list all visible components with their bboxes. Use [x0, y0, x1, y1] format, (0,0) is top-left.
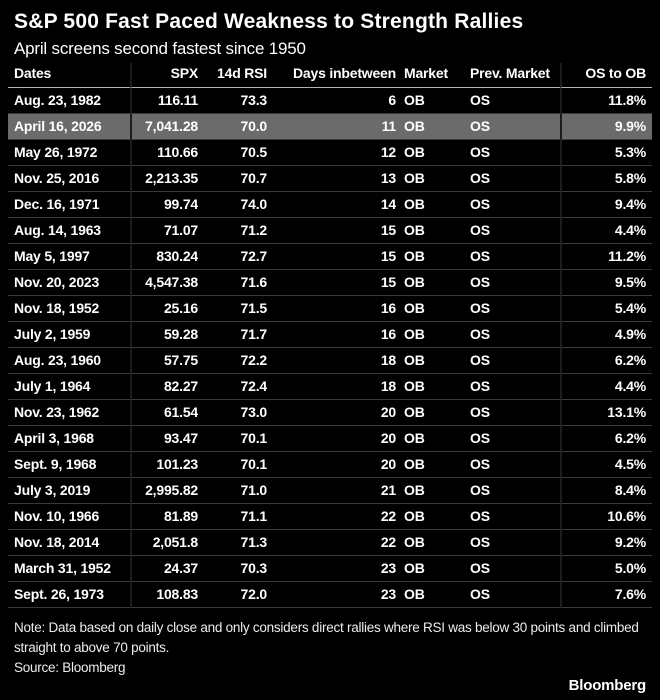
- cell-market: OB: [396, 296, 462, 322]
- cell-days: 6: [267, 88, 396, 114]
- cell-market: OB: [396, 114, 462, 140]
- cell-market: OB: [396, 322, 462, 348]
- cell-date: April 16, 2026: [8, 114, 130, 140]
- cell-prev-market: OS: [462, 140, 560, 166]
- cell-market: OB: [396, 582, 462, 608]
- cell-prev-market: OS: [462, 426, 560, 452]
- cell-market: OB: [396, 452, 462, 478]
- cell-rsi: 72.2: [198, 348, 267, 374]
- table-row: [8, 348, 652, 374]
- cell-market: OB: [396, 426, 462, 452]
- cell-os-to-ob: 5.3%: [560, 140, 652, 166]
- column-header-prev-market: Prev. Market: [462, 63, 560, 88]
- cell-days: 22: [267, 504, 396, 530]
- cell-prev-market: OS: [462, 582, 560, 608]
- column-header-dates: Dates: [8, 63, 130, 88]
- cell-market: OB: [396, 504, 462, 530]
- cell-os-to-ob: 7.6%: [560, 582, 652, 608]
- cell-date: Nov. 20, 2023: [8, 270, 130, 296]
- cell-spx: 101.23: [130, 452, 198, 478]
- cell-market: OB: [396, 400, 462, 426]
- cell-date: Nov. 18, 2014: [8, 530, 130, 556]
- cell-os-to-ob: 5.8%: [560, 166, 652, 192]
- table-row: [8, 140, 652, 166]
- table-row: [8, 244, 652, 270]
- table-row: [8, 504, 652, 530]
- cell-rsi: 70.5: [198, 140, 267, 166]
- table-row: [8, 114, 652, 140]
- cell-os-to-ob: 10.6%: [560, 504, 652, 530]
- cell-rsi: 71.2: [198, 218, 267, 244]
- cell-spx: 61.54: [130, 400, 198, 426]
- cell-os-to-ob: 9.9%: [560, 114, 652, 140]
- cell-prev-market: OS: [462, 478, 560, 504]
- cell-os-to-ob: 11.8%: [560, 88, 652, 114]
- cell-os-to-ob: 9.5%: [560, 270, 652, 296]
- table-row: [8, 556, 652, 582]
- cell-os-to-ob: 6.2%: [560, 426, 652, 452]
- page-subtitle: April screens second fastest since 1950: [14, 39, 306, 58]
- cell-spx: 7,041.28: [130, 114, 198, 140]
- cell-market: OB: [396, 348, 462, 374]
- cell-date: May 26, 1972: [8, 140, 130, 166]
- cell-os-to-ob: 6.2%: [560, 348, 652, 374]
- cell-os-to-ob: 13.1%: [560, 400, 652, 426]
- cell-spx: 2,995.82: [130, 478, 198, 504]
- table-row: [8, 478, 652, 504]
- table-row: [8, 166, 652, 192]
- cell-days: 18: [267, 374, 396, 400]
- cell-days: 22: [267, 530, 396, 556]
- cell-date: Nov. 18, 1952: [8, 296, 130, 322]
- cell-market: OB: [396, 556, 462, 582]
- header-row: [8, 63, 652, 88]
- cell-spx: 81.89: [130, 504, 198, 530]
- cell-rsi: 71.0: [198, 478, 267, 504]
- cell-spx: 71.07: [130, 218, 198, 244]
- cell-os-to-ob: 5.0%: [560, 556, 652, 582]
- cell-market: OB: [396, 166, 462, 192]
- column-header-rsi: 14d RSI: [198, 63, 267, 88]
- cell-prev-market: OS: [462, 88, 560, 114]
- cell-market: OB: [396, 244, 462, 270]
- cell-rsi: 70.7: [198, 166, 267, 192]
- cell-market: OB: [396, 88, 462, 114]
- cell-date: Aug. 14, 1963: [8, 218, 130, 244]
- cell-prev-market: OS: [462, 114, 560, 140]
- cell-spx: 2,213.35: [130, 166, 198, 192]
- cell-rsi: 72.4: [198, 374, 267, 400]
- table-row: [8, 192, 652, 218]
- cell-os-to-ob: 8.4%: [560, 478, 652, 504]
- cell-date: Nov. 25, 2016: [8, 166, 130, 192]
- table-row: [8, 270, 652, 296]
- cell-days: 11: [267, 114, 396, 140]
- cell-days: 15: [267, 244, 396, 270]
- cell-date: Nov. 10, 1966: [8, 504, 130, 530]
- cell-os-to-ob: 11.2%: [560, 244, 652, 270]
- cell-date: Aug. 23, 1982: [8, 88, 130, 114]
- cell-days: 16: [267, 296, 396, 322]
- cell-date: Aug. 23, 1960: [8, 348, 130, 374]
- cell-date: April 3, 1968: [8, 426, 130, 452]
- cell-spx: 830.24: [130, 244, 198, 270]
- cell-spx: 108.83: [130, 582, 198, 608]
- cell-os-to-ob: 9.4%: [560, 192, 652, 218]
- cell-rsi: 73.3: [198, 88, 267, 114]
- cell-days: 21: [267, 478, 396, 504]
- cell-rsi: 71.3: [198, 530, 267, 556]
- cell-spx: 93.47: [130, 426, 198, 452]
- table-body: [8, 88, 652, 608]
- cell-days: 20: [267, 400, 396, 426]
- table-row: [8, 452, 652, 478]
- cell-rsi: 71.7: [198, 322, 267, 348]
- cell-market: OB: [396, 140, 462, 166]
- cell-market: OB: [396, 218, 462, 244]
- cell-prev-market: OS: [462, 270, 560, 296]
- cell-date: March 31, 1952: [8, 556, 130, 582]
- page-title: S&P 500 Fast Paced Weakness to Strength Rallies: [14, 10, 524, 33]
- cell-rsi: 70.3: [198, 556, 267, 582]
- cell-os-to-ob: 4.5%: [560, 452, 652, 478]
- cell-market: OB: [396, 270, 462, 296]
- cell-rsi: 72.0: [198, 582, 267, 608]
- table-row: [8, 374, 652, 400]
- cell-spx: 57.75: [130, 348, 198, 374]
- cell-prev-market: OS: [462, 400, 560, 426]
- cell-date: Nov. 23, 1962: [8, 400, 130, 426]
- cell-prev-market: OS: [462, 530, 560, 556]
- table-row: [8, 218, 652, 244]
- cell-os-to-ob: 9.2%: [560, 530, 652, 556]
- column-header-os-to-ob: OS to OB: [560, 63, 652, 88]
- cell-rsi: 71.1: [198, 504, 267, 530]
- cell-market: OB: [396, 374, 462, 400]
- cell-days: 23: [267, 582, 396, 608]
- cell-date: May 5, 1997: [8, 244, 130, 270]
- cell-spx: 4,547.38: [130, 270, 198, 296]
- table-row: [8, 88, 652, 114]
- cell-date: July 3, 2019: [8, 478, 130, 504]
- cell-spx: 2,051.8: [130, 530, 198, 556]
- cell-market: OB: [396, 530, 462, 556]
- cell-rsi: 72.7: [198, 244, 267, 270]
- cell-date: Sept. 26, 1973: [8, 582, 130, 608]
- cell-rsi: 74.0: [198, 192, 267, 218]
- cell-days: 12: [267, 140, 396, 166]
- cell-rsi: 73.0: [198, 400, 267, 426]
- cell-rsi: 71.6: [198, 270, 267, 296]
- cell-days: 15: [267, 218, 396, 244]
- cell-date: July 2, 1959: [8, 322, 130, 348]
- cell-days: 20: [267, 452, 396, 478]
- cell-rsi: 70.1: [198, 452, 267, 478]
- cell-date: July 1, 1964: [8, 374, 130, 400]
- cell-spx: 82.27: [130, 374, 198, 400]
- column-header-spx: SPX: [130, 63, 198, 88]
- footnote: Note: Data based on daily close and only considers direct rallies where RSI was below 30 points and climbed straight to above 70 points.: [14, 620, 639, 655]
- source-line: Source: Bloomberg: [14, 660, 126, 675]
- cell-os-to-ob: 5.4%: [560, 296, 652, 322]
- table-row: [8, 582, 652, 608]
- cell-rsi: 70.1: [198, 426, 267, 452]
- cell-prev-market: OS: [462, 322, 560, 348]
- cell-os-to-ob: 4.4%: [560, 374, 652, 400]
- bloomberg-logo: Bloomberg: [568, 677, 646, 694]
- table-row: [8, 400, 652, 426]
- cell-spx: 59.28: [130, 322, 198, 348]
- cell-prev-market: OS: [462, 452, 560, 478]
- cell-days: 23: [267, 556, 396, 582]
- cell-prev-market: OS: [462, 374, 560, 400]
- cell-days: 13: [267, 166, 396, 192]
- cell-prev-market: OS: [462, 244, 560, 270]
- cell-days: 20: [267, 426, 396, 452]
- cell-prev-market: OS: [462, 296, 560, 322]
- table-row: [8, 296, 652, 322]
- cell-rsi: 71.5: [198, 296, 267, 322]
- cell-spx: 99.74: [130, 192, 198, 218]
- cell-prev-market: OS: [462, 166, 560, 192]
- cell-market: OB: [396, 478, 462, 504]
- cell-os-to-ob: 4.9%: [560, 322, 652, 348]
- cell-market: OB: [396, 192, 462, 218]
- cell-prev-market: OS: [462, 218, 560, 244]
- cell-prev-market: OS: [462, 504, 560, 530]
- cell-prev-market: OS: [462, 348, 560, 374]
- column-header-days: Days inbetween: [267, 63, 396, 88]
- table-row: [8, 322, 652, 348]
- column-header-market: Market: [396, 63, 462, 88]
- table-row: [8, 426, 652, 452]
- data-table: [8, 63, 652, 608]
- cell-spx: 25.16: [130, 296, 198, 322]
- cell-days: 15: [267, 270, 396, 296]
- cell-prev-market: OS: [462, 192, 560, 218]
- cell-days: 18: [267, 348, 396, 374]
- cell-days: 16: [267, 322, 396, 348]
- cell-spx: 110.66: [130, 140, 198, 166]
- cell-spx: 24.37: [130, 556, 198, 582]
- cell-spx: 116.11: [130, 88, 198, 114]
- cell-date: Dec. 16, 1971: [8, 192, 130, 218]
- cell-os-to-ob: 4.4%: [560, 218, 652, 244]
- cell-rsi: 70.0: [198, 114, 267, 140]
- cell-days: 14: [267, 192, 396, 218]
- table-row: [8, 530, 652, 556]
- cell-date: Sept. 9, 1968: [8, 452, 130, 478]
- cell-prev-market: OS: [462, 556, 560, 582]
